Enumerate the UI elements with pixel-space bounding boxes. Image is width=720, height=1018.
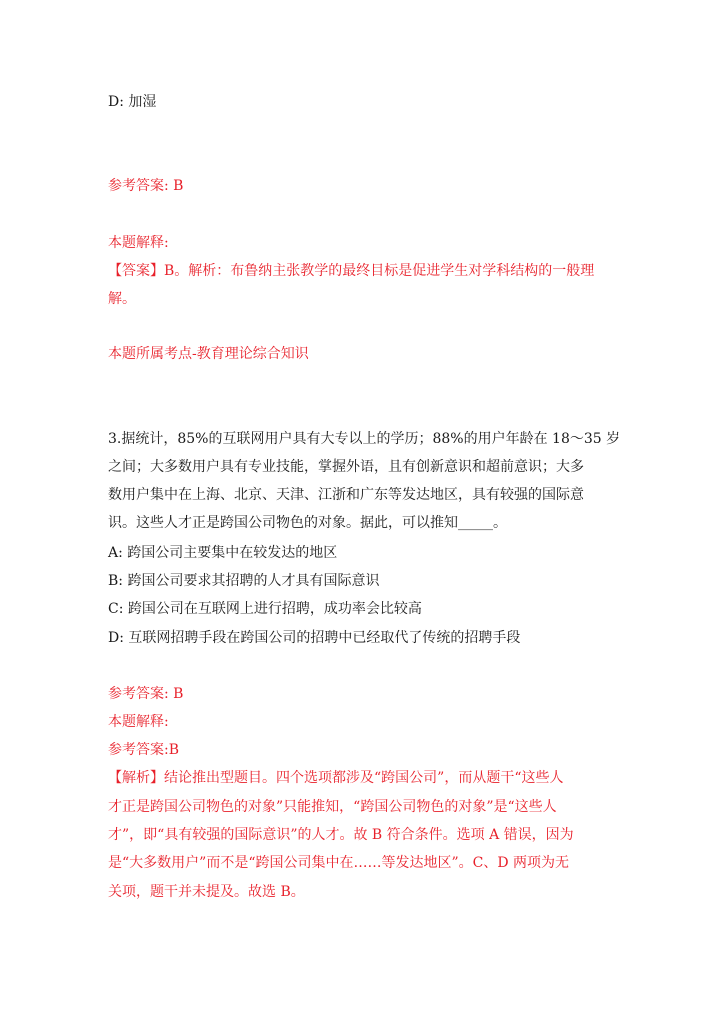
q3-option-d: D: 互联网招聘手段在跨国公司的招聘中已经取代了传统的招聘手段 xyxy=(108,630,521,646)
prev-explanation-line-2: 解。 xyxy=(108,291,136,307)
q3-stem-line-4: 识。这些人才正是跨国公司物色的对象。据此，可以推知_____。 xyxy=(108,515,507,531)
q3-explanation-label: 本题解释: xyxy=(108,714,169,730)
q3-explanation-line-3: 才”，即“具有较强的国际意识”的人才。故 B 符合条件。选项 A 错误，因为 xyxy=(108,827,574,843)
prev-answer: 参考答案: B xyxy=(108,178,184,194)
prev-topic: 本题所属考点-教育理论综合知识 xyxy=(108,346,309,362)
q3-answer-2: 参考答案:B xyxy=(108,742,180,758)
q3-explanation-line-4: 是“大多数用户”而不是“跨国公司集中在……等发达地区”。C、D 两项为无 xyxy=(108,855,570,871)
q3-explanation-line-2: 才正是跨国公司物色的对象”只能推知，“跨国公司物色的对象”是“这些人 xyxy=(108,799,557,815)
prev-explanation-line-1: 【答案】B。解析：布鲁纳主张教学的最终目标是促进学生对学科结构的一般理 xyxy=(108,263,595,279)
prev-option-d: D: 加湿 xyxy=(108,94,157,110)
q3-stem-line-3: 数用户集中在上海、北京、天津、江浙和广东等发达地区，具有较强的国际意 xyxy=(108,487,584,503)
q3-stem-line-2: 之间；大多数用户具有专业技能，掌握外语，且有创新意识和超前意识；大多 xyxy=(108,459,584,475)
q3-explanation-line-1: 【解析】结论推出型题目。四个选项都涉及“跨国公司”，而从题干“这些人 xyxy=(108,770,564,786)
q3-stem-line-1: 3.据统计，85%的互联网用户具有大专以上的学历；88%的用户年龄在 18～35 岁 xyxy=(108,431,621,447)
q3-option-b: B: 跨国公司要求其招聘的人才具有国际意识 xyxy=(108,573,380,589)
prev-explanation-label: 本题解释: xyxy=(108,235,169,251)
q3-answer: 参考答案: B xyxy=(108,686,184,702)
q3-option-c: C: 跨国公司在互联网上进行招聘，成功率会比较高 xyxy=(108,601,422,617)
q3-option-a: A: 跨国公司主要集中在较发达的地区 xyxy=(108,545,338,561)
q3-explanation-line-5: 关项，题干并未提及。故选 B。 xyxy=(108,884,305,900)
